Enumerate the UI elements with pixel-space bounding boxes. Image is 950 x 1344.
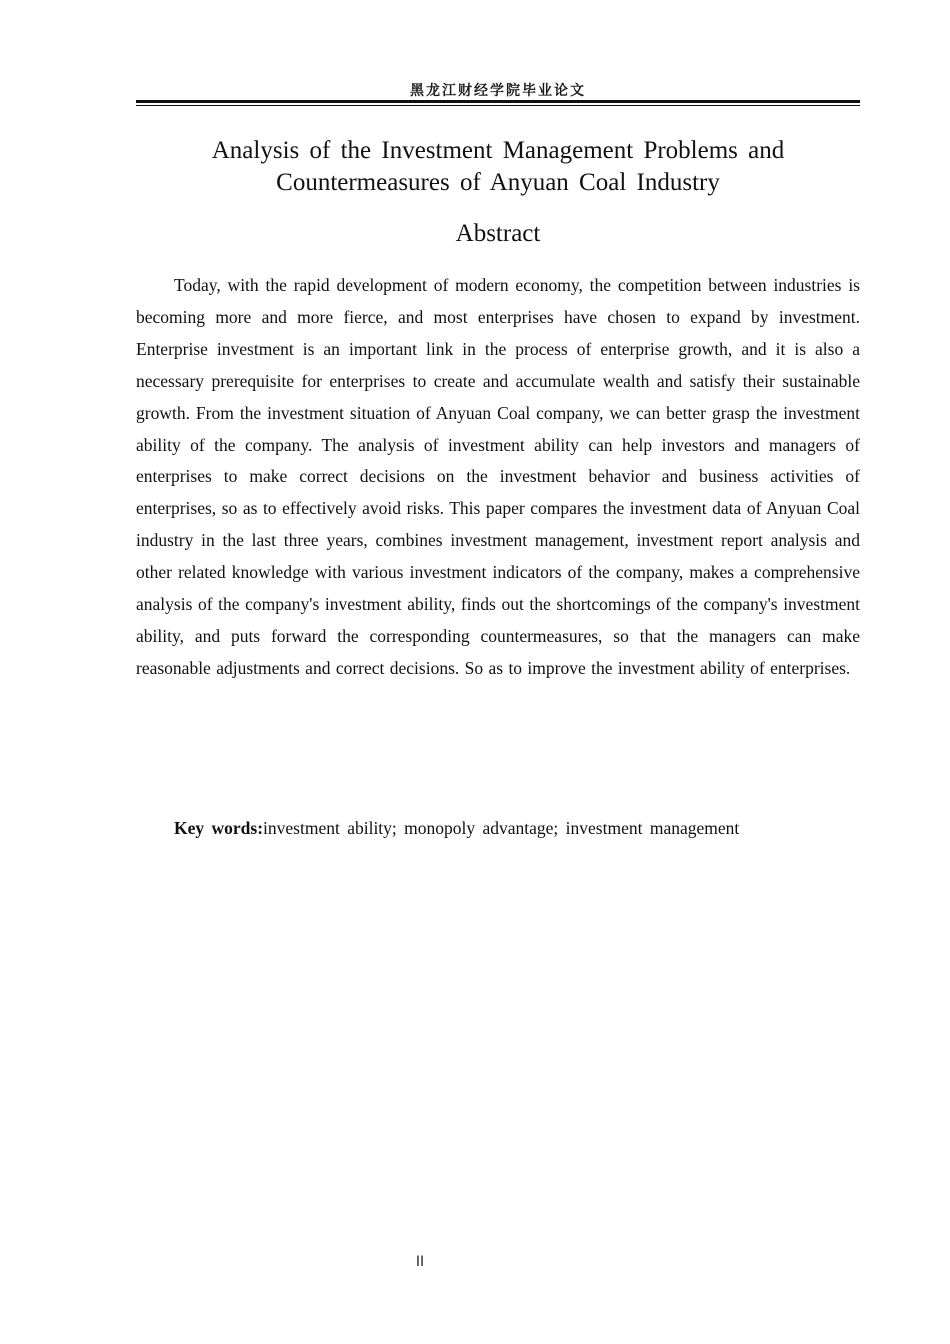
header-rule-thin [136,105,860,106]
paper-title [136,135,860,199]
paper-title-line-2: Countermeasures of Anyuan Coal Industry [276,169,720,196]
keywords-value: investment ability; monopoly advantage; investment management [263,818,740,838]
paper-title-line-1: Analysis of the Investment Management Problems and [211,137,785,164]
abstract-heading: Abstract [455,220,541,247]
page-number: II [415,1254,425,1270]
header-rule-thick [136,100,860,103]
keywords-line [174,812,860,844]
keywords-label: Key words: [174,818,264,838]
abstract-body: Today, with the rapid development of modern economy, the competition between industries is becoming more and more fierce, and most enterprises have chosen to expand by investment. Enterprise investment is an important link in the process of enterprise growth, and it is also a necessary prerequisite for enterprises to create and accumulate wealth and satisfy their sustainable growth. From the investment situation of Anyuan Coal company, we can better grasp the investment ability of the company. The analysis of investment ability can help investors and managers of enterprises to make correct decisions on the investment behavior and business activities of enterprises, so as to effectively avoid risks. This paper compares the investment data of Anyuan Coal industry in the last three years, combines investment management, investment report analysis and other related knowledge with various investment indicators of the company, makes a comprehensive analysis of the company's investment ability, finds out the shortcomings of the company's investment ability, and puts forward the corresponding countermeasures, so that the managers can make reasonable adjustments and correct decisions. So as to improve the investment ability of enterprises. [136,275,860,678]
running-header: 黑龙江财经学院毕业论文 [410,83,586,99]
